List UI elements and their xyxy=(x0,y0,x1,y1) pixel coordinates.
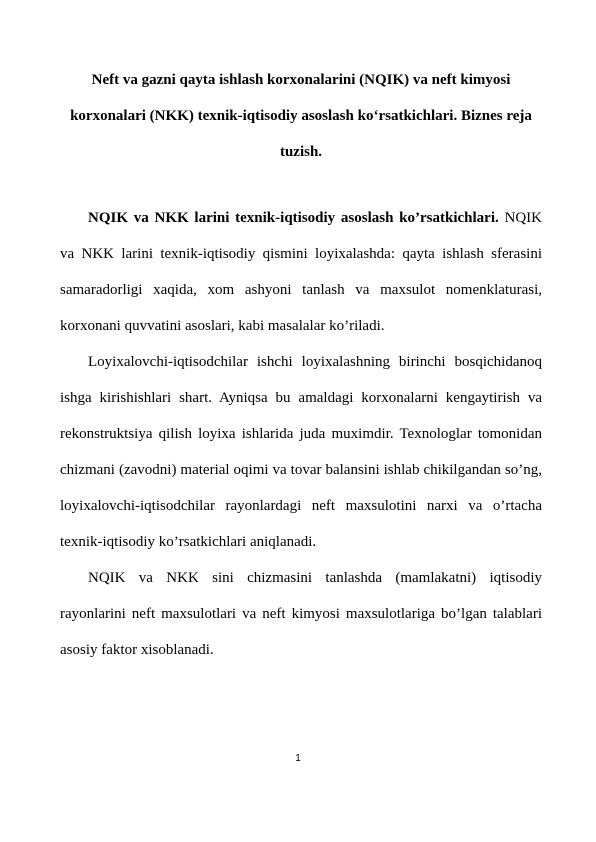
document-body xyxy=(60,200,542,668)
document-title: Neft va gazni qayta ishlash korxonalarini (NQIK) va neft kimyosi korxonalari (NKK) texnik-iqtisodiy asoslash ko‘rsatkichlari. Biznes reja tuzish. xyxy=(70,72,532,160)
paragraph-1 xyxy=(60,200,542,344)
section-heading: NQIK va NKK larini texnik-iqtisodiy asoslash ko’rsatkichlari. xyxy=(88,210,499,226)
paragraph-1-text: NQIK va NKK larini texnik-iqtisodiy qismini loyixalashda: qayta ishlash sferasini samaradorligi xaqida, xom ashyoni tanlash va maxsulot nomenklaturasi, korxonani quvvatini asoslari, kabi masalalar ko’riladi. xyxy=(60,210,543,334)
paragraph-3: NQIK va NKK sini chizmasini tanlashda (mamlakatni) iqtisodiy rayonlarini neft maxsulotlari va neft kimyosi maxsulotlariga bo’lgan talablari asosiy faktor xisoblanadi. xyxy=(60,570,542,658)
page-number: 1 xyxy=(295,753,301,764)
paragraph-2: Loyixalovchi-iqtisodchilar ishchi loyixalashning birinchi bosqichidanoq ishga kirishishlari shart. Ayniqsa bu amaldagi korxonalarni kengaytirish va rekonstruktsiya qilish loyixa ishlarida juda muximdir. Texnologlar tomonidan chizmani (zavodni) material oqimi va tovar balansini ishlab chikilgandan so’ng, loyixalovchi-iqtisodchilar rayonlardagi neft maxsulotini narxi va o’rtacha texnik-iqtisodiy ko’rsatkichlari aniqlanadi. xyxy=(60,354,542,550)
